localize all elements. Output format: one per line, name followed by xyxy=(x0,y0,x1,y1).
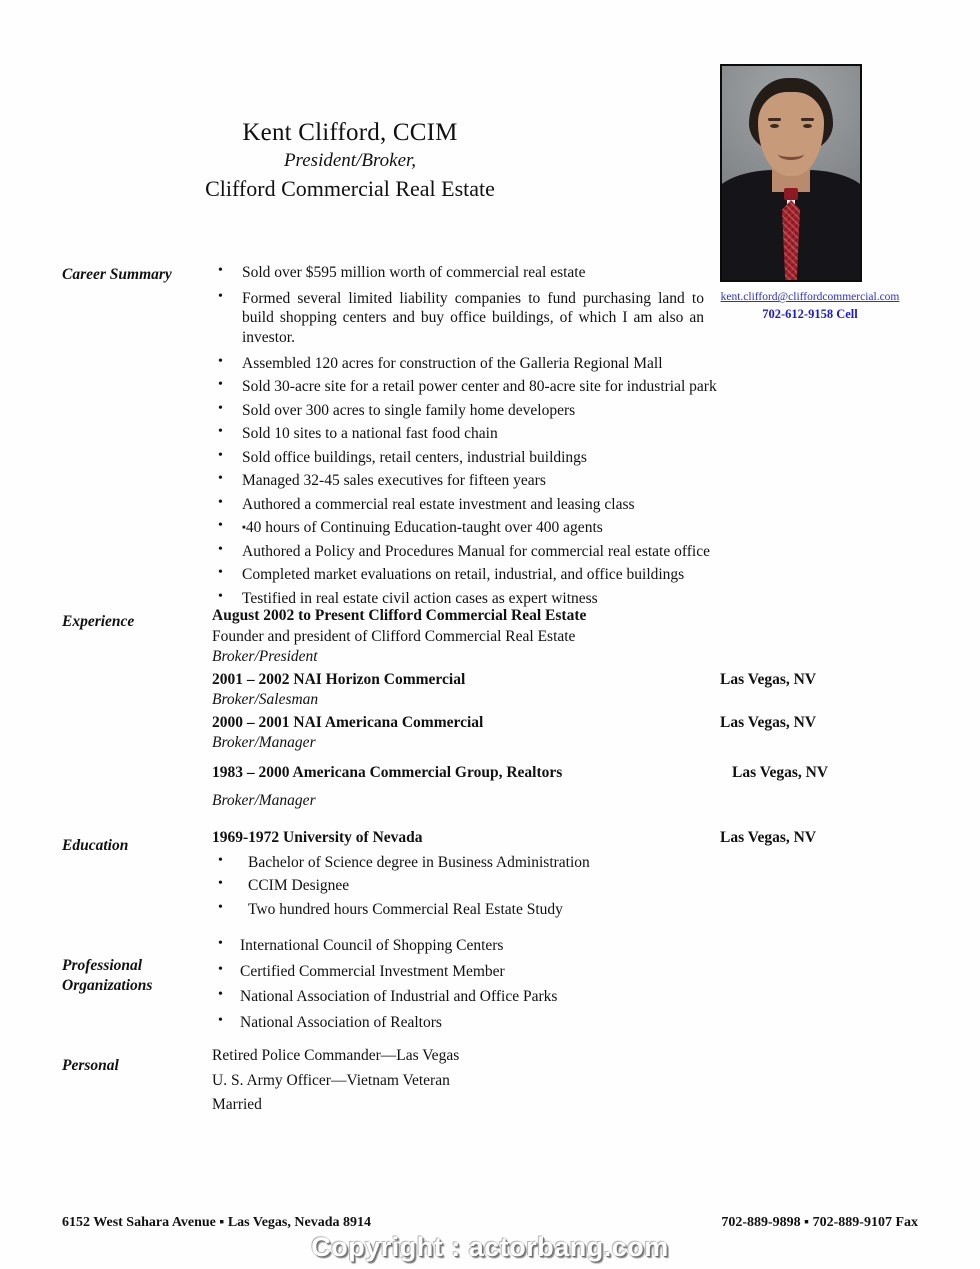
page-footer xyxy=(0,1215,980,1237)
list-item: • Sold 10 sites to a national fast food chain xyxy=(212,426,912,442)
resume-header xyxy=(0,118,700,202)
watermark: Copyright : actorbang.com xyxy=(311,1232,669,1262)
photo-brow-right xyxy=(801,118,814,121)
education-location: Las Vegas, NV xyxy=(720,829,817,846)
list-item: • Two hundred hours Commercial Real Estate Study xyxy=(212,902,912,918)
list-item: • National Association of Realtors xyxy=(212,1015,912,1031)
personal-line: Retired Police Commander—Las Vegas xyxy=(212,1047,460,1064)
organizations-label-line1: Professional xyxy=(62,957,143,974)
list-item: • International Council of Shopping Centers xyxy=(212,938,912,954)
list-item: • Testified in real estate civil action cases as expert witness xyxy=(212,591,912,607)
header-company: Clifford Commercial Real Estate xyxy=(205,176,495,202)
experience-role: Broker/President xyxy=(212,648,318,665)
square-bullet-icon: ▪ xyxy=(242,521,246,534)
footer-phones: 702-889-9898 ▪ 702-889-9107 Fax xyxy=(721,1215,918,1230)
experience-label: Experience xyxy=(62,613,135,630)
education-list xyxy=(212,855,912,918)
personal-body xyxy=(212,1048,912,1113)
list-item: • CCIM Designee xyxy=(212,878,912,894)
sub-list-item-label: 40 hours of Continuing Education-taught over 400 agents xyxy=(245,519,603,537)
sub-list-item xyxy=(212,520,912,536)
list-item: • Sold 30-acre site for a retail power center and 80-acre site for industrial park xyxy=(212,379,912,395)
experience-body xyxy=(212,608,912,809)
phone-number: 702-612-9158 Cell xyxy=(762,307,858,321)
portrait-photo xyxy=(720,64,862,282)
experience-description: Founder and president of Clifford Commercial Real Estate xyxy=(212,627,576,645)
career-summary-body xyxy=(212,265,912,614)
experience-role: Broker/Manager xyxy=(212,734,316,751)
list-item: • Authored a Policy and Procedures Manual for commercial real estate office xyxy=(212,544,912,560)
header-role: President/Broker, xyxy=(283,150,417,171)
experience-title: 2001 – 2002 NAI Horizon Commercial xyxy=(212,670,466,688)
experience-title: 2000 – 2001 NAI Americana Commercial xyxy=(212,713,484,731)
list-item: • Bachelor of Science degree in Business Administration xyxy=(212,855,912,871)
list-item: • Certified Commercial Investment Member xyxy=(212,964,912,980)
education-entry xyxy=(212,830,912,846)
personal-line: U. S. Army Officer—Vietnam Veteran xyxy=(212,1071,450,1089)
experience-location: Las Vegas, NV xyxy=(732,763,829,781)
experience-title: August 2002 to Present Clifford Commercial Real Estate xyxy=(212,607,587,624)
personal-label: Personal xyxy=(62,1057,119,1074)
experience-role: Broker/Manager xyxy=(212,792,316,809)
email-link[interactable]: kent.clifford@cliffordcommercial.com xyxy=(720,291,900,303)
experience-location: Las Vegas, NV xyxy=(720,670,817,688)
organizations-body xyxy=(212,938,912,1038)
experience-title: 1983 – 2000 Americana Commercial Group, Realtors xyxy=(212,763,563,781)
organizations-label xyxy=(62,956,212,996)
list-item: • Authored a commercial real estate investment and leasing class xyxy=(212,497,912,513)
footer-address: 6152 West Sahara Avenue ▪ Las Vegas, Nevada 8914 xyxy=(62,1215,371,1230)
career-summary-list xyxy=(212,265,912,606)
career-summary-label: Career Summary xyxy=(62,266,172,283)
experience-entry xyxy=(212,608,912,624)
personal-line: Married xyxy=(212,1096,262,1113)
experience-location: Las Vegas, NV xyxy=(720,713,817,731)
photo-tie-knot xyxy=(784,188,798,200)
list-item: • Managed 32-45 sales executives for fifteen years xyxy=(212,473,912,489)
education-body xyxy=(212,830,912,925)
education-title: 1969-1972 University of Nevada xyxy=(212,829,423,846)
list-item: • Completed market evaluations on retail, industrial, and office buildings xyxy=(212,567,912,583)
page-title: Kent Clifford, CCIM xyxy=(242,119,458,146)
experience-entry xyxy=(212,765,912,781)
list-item: • Sold office buildings, retail centers, industrial buildings xyxy=(212,450,912,466)
experience-entry xyxy=(212,672,912,688)
experience-role: Broker/Salesman xyxy=(212,691,319,708)
list-item: • Sold over 300 acres to single family home developers xyxy=(212,403,912,419)
list-item: • National Association of Industrial and Office Parks xyxy=(212,989,912,1005)
photo-smile xyxy=(778,148,804,160)
list-item: • Formed several limited liability companies to fund purchasing land to build shopping centers and buy office buildings, of which I am also an investor. xyxy=(212,289,704,348)
list-item: • Sold over $595 million worth of commercial real estate xyxy=(212,265,912,281)
education-label: Education xyxy=(62,837,129,854)
organizations-label-line2: Organizations xyxy=(62,977,153,995)
photo-brow-left xyxy=(768,118,781,121)
organizations-list xyxy=(212,938,912,1030)
experience-entry xyxy=(212,715,912,731)
list-item: • Assembled 120 acres for construction of the Galleria Regional Mall xyxy=(212,356,912,372)
